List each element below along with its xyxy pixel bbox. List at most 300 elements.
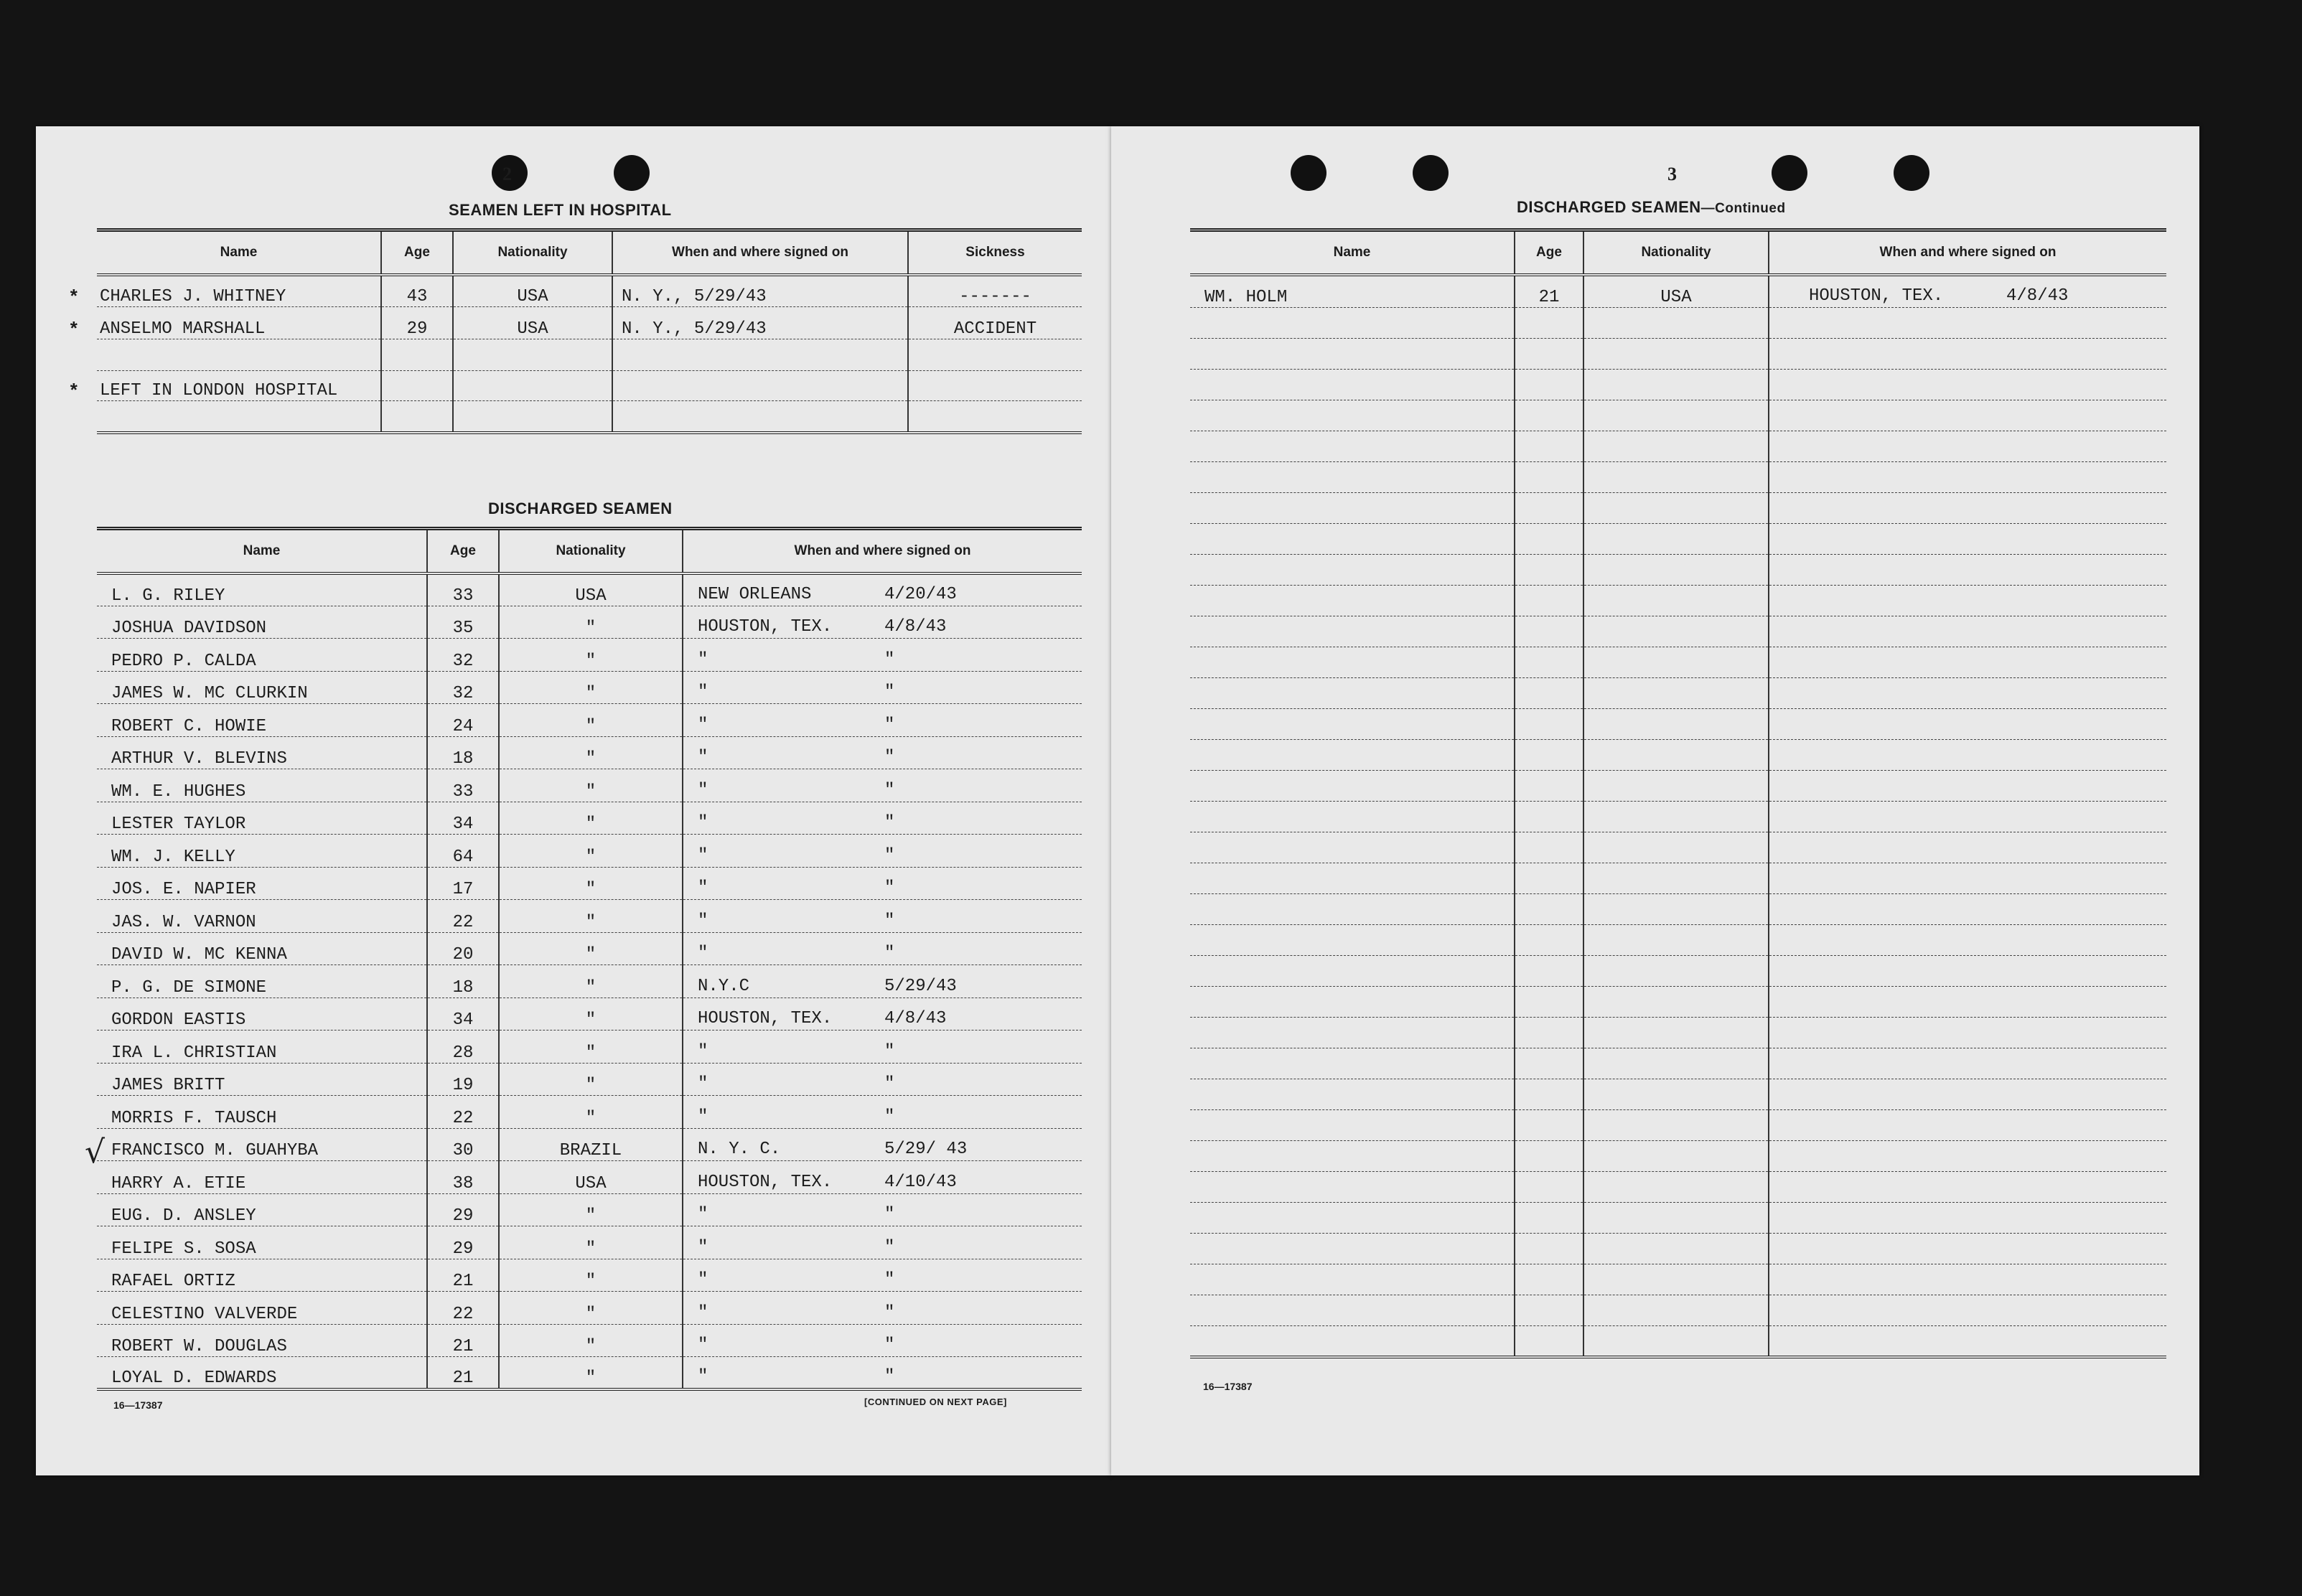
seaman-nationality: ": [499, 932, 683, 965]
table-row: [97, 1357, 1082, 1390]
continued-note: [CONTINUED ON NEXT PAGE]: [864, 1396, 1007, 1407]
signed-on: [683, 932, 1082, 965]
seaman-nationality: ": [499, 998, 683, 1031]
blank-cell: [1515, 1203, 1583, 1234]
blank-cell: [1515, 1110, 1583, 1141]
sickness: -------: [908, 275, 1082, 307]
signed-on-date: 4/8/43: [2006, 286, 2069, 306]
seaman-name: ROBERT W. DOUGLAS: [97, 1324, 427, 1357]
signed-on: [683, 1096, 1082, 1129]
table-row: [97, 1031, 1082, 1064]
blank-cell: [1583, 1079, 1769, 1110]
blank-cell: [1769, 1234, 2166, 1264]
blank-cell: [1190, 586, 1515, 616]
blank-row: [1190, 555, 2166, 586]
blank-row: [1190, 1295, 2166, 1326]
blank-row: [1190, 956, 2166, 987]
hospital-table: [68, 228, 1082, 434]
seaman-name: LOYAL D. EDWARDS: [97, 1357, 427, 1390]
seaman-age: 17: [427, 867, 499, 900]
column-header: When and where signed on: [1769, 230, 2166, 275]
blank-cell: [1583, 802, 1769, 832]
blank-row: [1190, 709, 2166, 740]
blank-cell: [1769, 308, 2166, 339]
table-row: [97, 1128, 1082, 1161]
signed-on: [683, 1063, 1082, 1096]
blank-cell: [1190, 1018, 1515, 1048]
seaman-nationality: ": [499, 900, 683, 933]
blank-cell: [1583, 894, 1769, 925]
asterisk-mark: *: [68, 381, 80, 403]
signed-on-date: ": [884, 1367, 895, 1386]
discharged-table-header: [97, 529, 1082, 573]
blank-cell: [1515, 956, 1583, 987]
form-number: 16—17387: [113, 1399, 163, 1411]
blank-cell: [1515, 462, 1583, 493]
blank-cell: [1515, 1172, 1583, 1203]
blank-cell: [1769, 956, 2166, 987]
blank-cell: [1515, 586, 1583, 616]
seaman-name: [97, 339, 381, 371]
signed-on-date: ": [884, 1107, 895, 1127]
seaman-age: 21: [427, 1357, 499, 1390]
seaman-age: 22: [427, 1292, 499, 1325]
seaman-nationality: ": [499, 639, 683, 672]
blank-cell: [1190, 370, 1515, 400]
blank-cell: [1190, 740, 1515, 771]
seaman-nationality: BRAZIL: [499, 1128, 683, 1161]
seaman-nationality: ": [499, 671, 683, 704]
column-header: Nationality: [1583, 230, 1769, 275]
blank-cell: [1583, 678, 1769, 709]
left-page: [36, 126, 1111, 1475]
seaman-nationality: ": [499, 1357, 683, 1390]
seaman-nationality: ": [499, 1259, 683, 1292]
punch-hole: [614, 155, 650, 191]
blank-cell: [1515, 925, 1583, 956]
signed-on-date: ": [884, 878, 895, 898]
blank-cell: [1583, 616, 1769, 647]
signed-on-date: ": [884, 1041, 895, 1061]
blank-cell: [1190, 1295, 1515, 1326]
blank-cell: [1583, 647, 1769, 678]
seaman-age: 32: [427, 671, 499, 704]
table-row: [97, 275, 1082, 307]
table-row: [97, 1292, 1082, 1325]
blank-row: [1190, 647, 2166, 678]
seaman-name: FRANCISCO M. GUAHYBA: [97, 1128, 427, 1161]
signed-on: [683, 867, 1082, 900]
blank-row: [1190, 1172, 2166, 1203]
blank-cell: [1769, 1203, 2166, 1234]
blank-cell: [1515, 1079, 1583, 1110]
seaman-name: HARRY A. ETIE: [97, 1161, 427, 1194]
signed-on: [683, 639, 1082, 672]
seaman-age: 21: [1515, 275, 1583, 308]
table-row: [97, 339, 1082, 371]
seaman-age: 18: [427, 736, 499, 769]
signed-on: [683, 704, 1082, 737]
blank-cell: [1190, 802, 1515, 832]
table-row: [97, 704, 1082, 737]
blank-cell: [1769, 462, 2166, 493]
signed-on: [683, 1226, 1082, 1259]
seaman-name-text: CHARLES J. WHITNEY: [100, 287, 286, 306]
blank-cell: [1769, 339, 2166, 370]
signed-on-place: ": [698, 845, 708, 865]
sickness: [908, 371, 1082, 401]
discharged-seamen-table: [97, 527, 1082, 1391]
blank-cell: [1190, 832, 1515, 863]
blank-cell: [1515, 1326, 1583, 1357]
seaman-name: JAS. W. VARNON: [97, 900, 427, 933]
signed-on-date: ": [884, 748, 895, 767]
seaman-name: L. G. RILEY: [97, 573, 427, 606]
signed-on: [683, 1324, 1082, 1357]
signed-on-place: ": [698, 649, 708, 670]
right-page: [1111, 126, 2199, 1475]
discharged-continued-title: [1517, 198, 1786, 217]
signed-on-date: 5/29/ 43: [884, 1140, 968, 1159]
blank-cell: [1515, 431, 1583, 462]
seaman-nationality: USA: [453, 307, 612, 339]
blank-cell: [1769, 802, 2166, 832]
column-header: Nationality: [499, 529, 683, 573]
blank-row: [1190, 1234, 2166, 1264]
seaman-age: 30: [427, 1128, 499, 1161]
seaman-name-text: LEFT IN LONDON HOSPITAL: [100, 381, 338, 400]
blank-row: [1190, 894, 2166, 925]
seaman-nationality: ": [499, 835, 683, 868]
signed-on: [683, 1031, 1082, 1064]
signed-on-place: ": [698, 748, 708, 767]
seaman-name: JAMES BRITT: [97, 1063, 427, 1096]
blank-cell: [1515, 616, 1583, 647]
seaman-name: JAMES W. MC CLURKIN: [97, 671, 427, 704]
seaman-age: 21: [427, 1324, 499, 1357]
signed-on-place: ": [698, 1270, 708, 1290]
blank-cell: [1515, 400, 1583, 431]
blank-cell: [1769, 616, 2166, 647]
blank-cell: [1515, 647, 1583, 678]
blank-cell: [1515, 987, 1583, 1018]
signed-on: [683, 1193, 1082, 1226]
blank-row: [1190, 370, 2166, 400]
blank-row: [1190, 771, 2166, 802]
seaman-nationality: USA: [499, 573, 683, 606]
table-row: [97, 1193, 1082, 1226]
seaman-age: 32: [427, 639, 499, 672]
blank-cell: [1190, 1234, 1515, 1264]
seaman-name: WM. E. HUGHES: [97, 769, 427, 802]
blank-cell: [1190, 1203, 1515, 1234]
hospital-section-title: SEAMEN LEFT IN HOSPITAL: [449, 201, 672, 219]
blank-cell: [1769, 863, 2166, 894]
blank-cell: [1190, 1326, 1515, 1357]
seaman-nationality: [453, 371, 612, 401]
signed-on: [683, 900, 1082, 933]
signed-on-date: ": [884, 682, 895, 702]
blank-cell: [1515, 1048, 1583, 1079]
signed-on-date: ": [884, 1074, 895, 1094]
seaman-nationality: ": [499, 606, 683, 639]
blank-cell: [1769, 1018, 2166, 1048]
blank-cell: [1583, 709, 1769, 740]
blank-row: [1190, 678, 2166, 709]
signed-on-place: ": [698, 1367, 708, 1386]
seaman-nationality: ": [499, 1292, 683, 1325]
signed-on-date: ": [884, 944, 895, 963]
blank-cell: [1583, 1172, 1769, 1203]
blank-cell: [1515, 802, 1583, 832]
seaman-age: 43: [381, 275, 453, 307]
column-header: Name: [97, 230, 381, 275]
seaman-age: 20: [427, 932, 499, 965]
blank-cell: [1190, 863, 1515, 894]
blank-cell: [1583, 740, 1769, 771]
blank-cell: [1190, 1079, 1515, 1110]
blank-cell: [1583, 925, 1769, 956]
page-number: 3: [1667, 164, 1677, 184]
seaman-nationality: ": [499, 1193, 683, 1226]
signed-on: [683, 1128, 1082, 1161]
blank-row: [1190, 1203, 2166, 1234]
seaman-nationality: USA: [499, 1161, 683, 1194]
table-row: [97, 1063, 1082, 1096]
table-row: [97, 998, 1082, 1031]
blank-row: [1190, 308, 2166, 339]
seaman-nationality: ": [499, 867, 683, 900]
blank-row: [1190, 1141, 2166, 1172]
blank-cell: [1769, 1172, 2166, 1203]
signed-on-date: ": [884, 1302, 895, 1323]
seaman-name: MORRIS F. TAUSCH: [97, 1096, 427, 1129]
blank-row: [1190, 740, 2166, 771]
signed-on-place: ": [698, 1041, 708, 1061]
blank-cell: [1583, 1110, 1769, 1141]
blank-row: [1190, 339, 2166, 370]
blank-cell: [1583, 339, 1769, 370]
seaman-name: PEDRO P. CALDA: [97, 639, 427, 672]
blank-row: [1190, 832, 2166, 863]
blank-cell: [1583, 1141, 1769, 1172]
blank-cell: [1583, 493, 1769, 524]
signed-on: [612, 371, 908, 401]
seaman-nationality: ": [499, 769, 683, 802]
seaman-name: [68, 371, 381, 403]
seaman-name: JOSHUA DAVIDSON: [97, 606, 427, 639]
seaman-name: [68, 275, 381, 309]
seaman-name-text: ANSELMO MARSHALL: [100, 319, 266, 339]
seaman-age: 29: [381, 307, 453, 339]
blank-cell: [1583, 524, 1769, 555]
blank-row: [1190, 802, 2166, 832]
seaman-name: EUG. D. ANSLEY: [97, 1193, 427, 1226]
blank-cell: [1190, 462, 1515, 493]
signed-on: [683, 998, 1082, 1031]
blank-row: [1190, 1079, 2166, 1110]
discharged-section-title: DISCHARGED SEAMEN: [488, 499, 673, 517]
blank-cell: [1583, 400, 1769, 431]
signed-on: [683, 606, 1082, 639]
seaman-age: 21: [427, 1259, 499, 1292]
table-row: [97, 307, 1082, 339]
blank-cell: [1769, 740, 2166, 771]
table-row: [97, 835, 1082, 868]
table-row: [97, 401, 1082, 433]
signed-on: [683, 1357, 1082, 1390]
signed-on-date: 4/10/43: [884, 1172, 957, 1192]
blank-cell: [1583, 308, 1769, 339]
blank-cell: [1515, 555, 1583, 586]
blank-cell: [1515, 1264, 1583, 1295]
signed-on-date: 4/20/43: [884, 584, 957, 604]
blank-cell: [1769, 1326, 2166, 1357]
blank-cell: [1515, 339, 1583, 370]
blank-row: [1190, 524, 2166, 555]
blank-cell: [1769, 400, 2166, 431]
blank-cell: [1583, 586, 1769, 616]
table-row: [97, 802, 1082, 835]
blank-cell: [1583, 370, 1769, 400]
blank-cell: [1190, 1172, 1515, 1203]
seaman-age: 18: [427, 965, 499, 998]
blank-cell: [1190, 1141, 1515, 1172]
blank-cell: [1769, 1141, 2166, 1172]
signed-on: [1769, 275, 2166, 308]
blank-cell: [1583, 1326, 1769, 1357]
signed-on-place: HOUSTON, TEX.: [698, 617, 833, 637]
blank-cell: [1769, 370, 2166, 400]
punch-hole: [1291, 155, 1327, 191]
blank-row: [1190, 431, 2166, 462]
signed-on-date: ": [884, 649, 895, 670]
seaman-age: 19: [427, 1063, 499, 1096]
column-header: Sickness: [908, 230, 1082, 275]
signed-on-date: ": [884, 780, 895, 800]
table-row: [97, 867, 1082, 900]
signed-on: [683, 671, 1082, 704]
seaman-nationality: ": [499, 1063, 683, 1096]
signed-on: [683, 573, 1082, 606]
signed-on-date: ": [884, 845, 895, 865]
blank-row: [1190, 1110, 2166, 1141]
column-header: Age: [381, 230, 453, 275]
seaman-age: 33: [427, 769, 499, 802]
signed-on: [683, 1161, 1082, 1194]
column-header: Name: [1190, 230, 1515, 275]
seaman-nationality: ": [499, 1226, 683, 1259]
blank-cell: [1769, 832, 2166, 863]
seaman-age: 22: [427, 900, 499, 933]
signed-on: [683, 1259, 1082, 1292]
blank-cell: [1769, 678, 2166, 709]
blank-cell: [1769, 1295, 2166, 1326]
blank-cell: [1515, 370, 1583, 400]
blank-row: [1190, 1018, 2166, 1048]
blank-cell: [1583, 555, 1769, 586]
seaman-nationality: ": [499, 965, 683, 998]
blank-row: [1190, 616, 2166, 647]
signed-on: [683, 835, 1082, 868]
table-row: [97, 606, 1082, 639]
seaman-age: 22: [427, 1096, 499, 1129]
blank-cell: [1583, 1295, 1769, 1326]
blank-cell: [1515, 524, 1583, 555]
seaman-nationality: ": [499, 1031, 683, 1064]
seaman-age: 34: [427, 802, 499, 835]
table-row: [97, 736, 1082, 769]
signed-on: N. Y., 5/29/43: [612, 275, 908, 307]
seaman-nationality: ": [499, 1096, 683, 1129]
punch-hole: [1413, 155, 1449, 191]
table-row: [97, 573, 1082, 606]
seaman-nationality: USA: [453, 275, 612, 307]
blank-cell: [1190, 616, 1515, 647]
seaman-age: 34: [427, 998, 499, 1031]
signed-on-place: HOUSTON, TEX.: [698, 1009, 833, 1028]
blank-cell: [1190, 956, 1515, 987]
blank-cell: [1769, 493, 2166, 524]
signed-on-date: 5/29/43: [884, 976, 957, 996]
blank-cell: [1190, 1110, 1515, 1141]
blank-cell: [1190, 339, 1515, 370]
signed-on-place: ": [698, 1205, 708, 1224]
blank-cell: [1515, 1018, 1583, 1048]
signed-on: [683, 802, 1082, 835]
blank-row: [1190, 400, 2166, 431]
signed-on-place: ": [698, 1237, 708, 1257]
blank-cell: [1769, 524, 2166, 555]
signed-on-place: HOUSTON, TEX.: [698, 1172, 833, 1192]
signed-on: [683, 1292, 1082, 1325]
column-header: When and where signed on: [612, 230, 908, 275]
blank-cell: [1190, 771, 1515, 802]
table-row: [1190, 275, 2166, 308]
blank-row: [1190, 493, 2166, 524]
blank-cell: [1515, 771, 1583, 802]
blank-cell: [1190, 400, 1515, 431]
blank-cell: [1583, 1048, 1769, 1079]
discharged-continued-table: [1190, 228, 2166, 1358]
signed-on: N. Y., 5/29/43: [612, 307, 908, 339]
seaman-name: P. G. DE SIMONE: [97, 965, 427, 998]
signed-on-date: ": [884, 1336, 895, 1355]
blank-cell: [1515, 863, 1583, 894]
blank-cell: [1190, 431, 1515, 462]
table-row: [97, 1259, 1082, 1292]
column-header: Age: [1515, 230, 1583, 275]
signed-on-place: NEW ORLEANS: [698, 584, 812, 604]
asterisk-mark: *: [68, 287, 80, 309]
seaman-nationality: ": [499, 704, 683, 737]
seaman-age: 38: [427, 1161, 499, 1194]
signed-on-place: ": [698, 1336, 708, 1355]
signed-on-place: ": [698, 1074, 708, 1094]
blank-cell: [1583, 863, 1769, 894]
blank-cell: [1769, 709, 2166, 740]
hospital-table-header: [97, 230, 1082, 275]
signed-on-date: ": [884, 1205, 895, 1224]
blank-cell: [1190, 555, 1515, 586]
seaman-age: 33: [427, 573, 499, 606]
signed-on-place: ": [698, 1302, 708, 1323]
signed-on-place: N. Y. C.: [698, 1140, 781, 1159]
blank-row: [1190, 1326, 2166, 1357]
blank-row: [1190, 925, 2166, 956]
blank-cell: [1583, 1018, 1769, 1048]
blank-cell: [1769, 431, 2166, 462]
